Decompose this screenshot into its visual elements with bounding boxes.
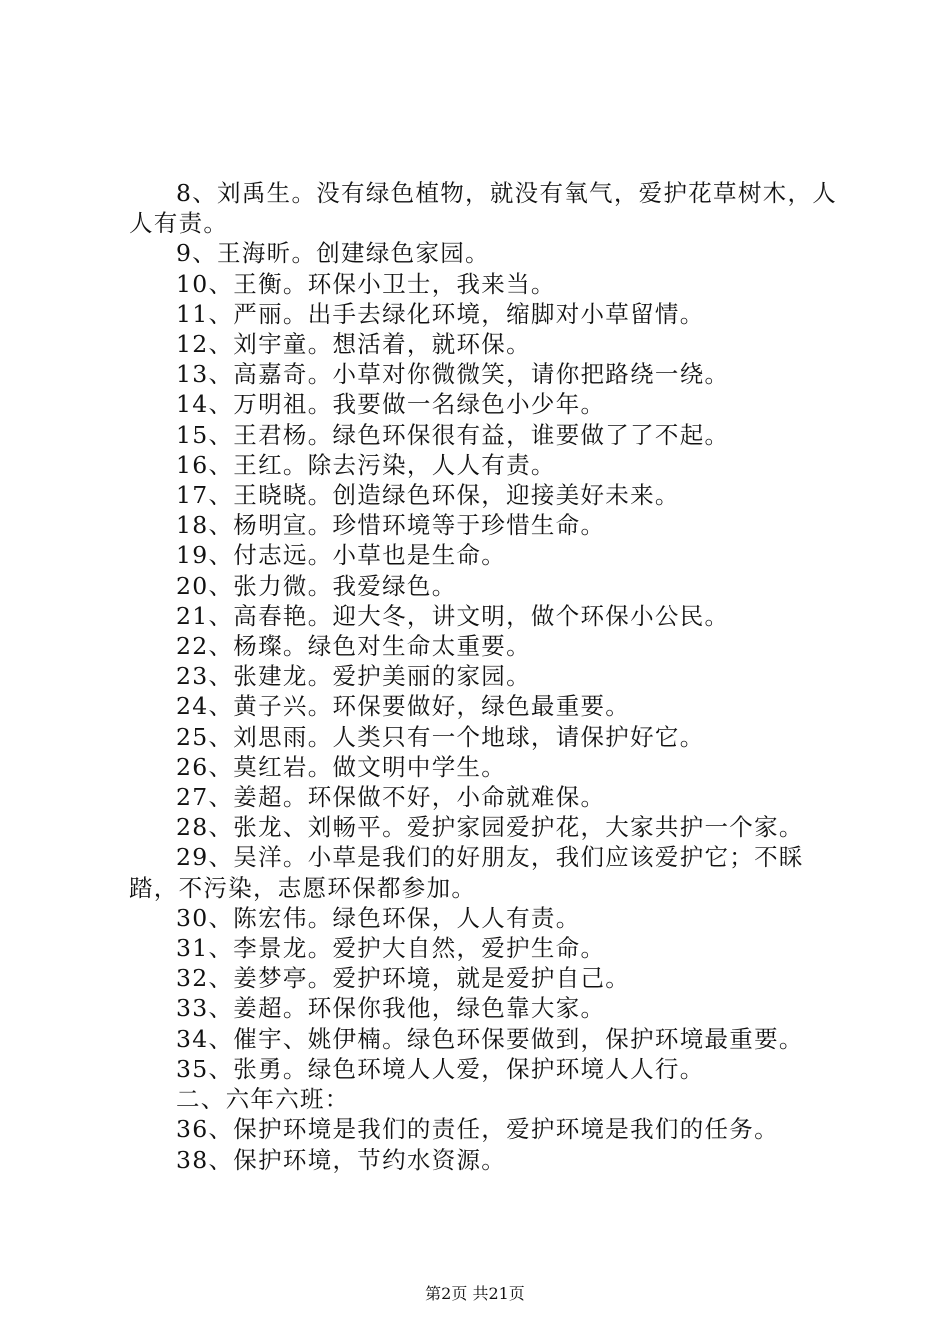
paragraph-5: 12、刘宇童。想活着，就环保。 xyxy=(176,330,531,359)
paragraph-2: 9、王海昕。创建绿色家园。 xyxy=(176,239,490,268)
paragraph-3: 10、王衡。环保小卫士，我来当。 xyxy=(176,269,556,298)
paragraph-13: 20、张力微。我爱绿色。 xyxy=(176,571,457,600)
paragraph-16: 23、张建龙。爱护美丽的家园。 xyxy=(176,662,531,691)
paragraph-9: 16、王红。除去污染，人人有责。 xyxy=(176,450,556,479)
paragraph-15: 22、杨璨。绿色对生命太重要。 xyxy=(176,632,531,661)
paragraph-17: 24、黄子兴。环保要做好，绿色最重要。 xyxy=(176,692,631,721)
paragraph-14: 21、高春艳。迎大冬，讲文明，做个环保小公民。 xyxy=(176,601,730,630)
paragraph-28: 35、张勇。绿色环境人人爱，保护环境人人行。 xyxy=(176,1054,705,1083)
paragraph-10: 17、王晓晓。创造绿色环保，迎接美好未来。 xyxy=(176,481,680,510)
page-number-footer: 第2页 共21页 xyxy=(425,1284,525,1303)
paragraph-18: 25、刘思雨。人类只有一个地球，请保护好它。 xyxy=(176,722,705,751)
paragraph-31: 38、保护环境，节约水资源。 xyxy=(176,1145,507,1174)
paragraph-7: 14、万明祖。我要做一名绿色小少年。 xyxy=(176,390,606,419)
paragraph-8: 15、王君杨。绿色环保很有益，谁要做了了不起。 xyxy=(176,420,730,449)
paragraph-25: 32、姜梦亭。爱护环境，就是爱护自己。 xyxy=(176,964,631,993)
paragraph-11: 18、杨明宣。珍惜环境等于珍惜生命。 xyxy=(176,511,606,540)
paragraph-19: 26、莫红岩。做文明中学生。 xyxy=(176,752,507,781)
paragraph-12: 19、付志远。小草也是生命。 xyxy=(176,541,507,570)
document-body xyxy=(129,178,839,1175)
paragraph-22: 29、吴洋。小草是我们的好朋友，我们应该爱护它；不睬踏，不污染，志愿环保都参加。 xyxy=(129,843,804,902)
paragraph-21: 28、张龙、刘畅平。爱护家园爱护花，大家共护一个家。 xyxy=(176,813,804,842)
paragraph-30: 36、保护环境是我们的责任，爱护环境是我们的任务。 xyxy=(176,1115,779,1144)
paragraph-1: 8、刘禹生。没有绿色植物，就没有氧气，爱护花草树木，人人有责。 xyxy=(129,179,838,238)
paragraph-26: 33、姜超。环保你我他，绿色靠大家。 xyxy=(176,994,606,1023)
section-heading: 二、六年六班： xyxy=(176,1085,350,1114)
paragraph-4: 11、严丽。出手去绿化环境，缩脚对小草留情。 xyxy=(176,299,705,328)
paragraph-20: 27、姜超。环保做不好，小命就难保。 xyxy=(176,783,606,812)
paragraph-27: 34、催宇、姚伊楠。绿色环保要做到，保护环境最重要。 xyxy=(176,1024,804,1053)
paragraph-24: 31、李景龙。爱护大自然，爱护生命。 xyxy=(176,934,606,963)
paragraph-23: 30、陈宏伟。绿色环保，人人有责。 xyxy=(176,903,581,932)
paragraph-6: 13、高嘉奇。小草对你微微笑，请你把路绕一绕。 xyxy=(176,360,730,389)
